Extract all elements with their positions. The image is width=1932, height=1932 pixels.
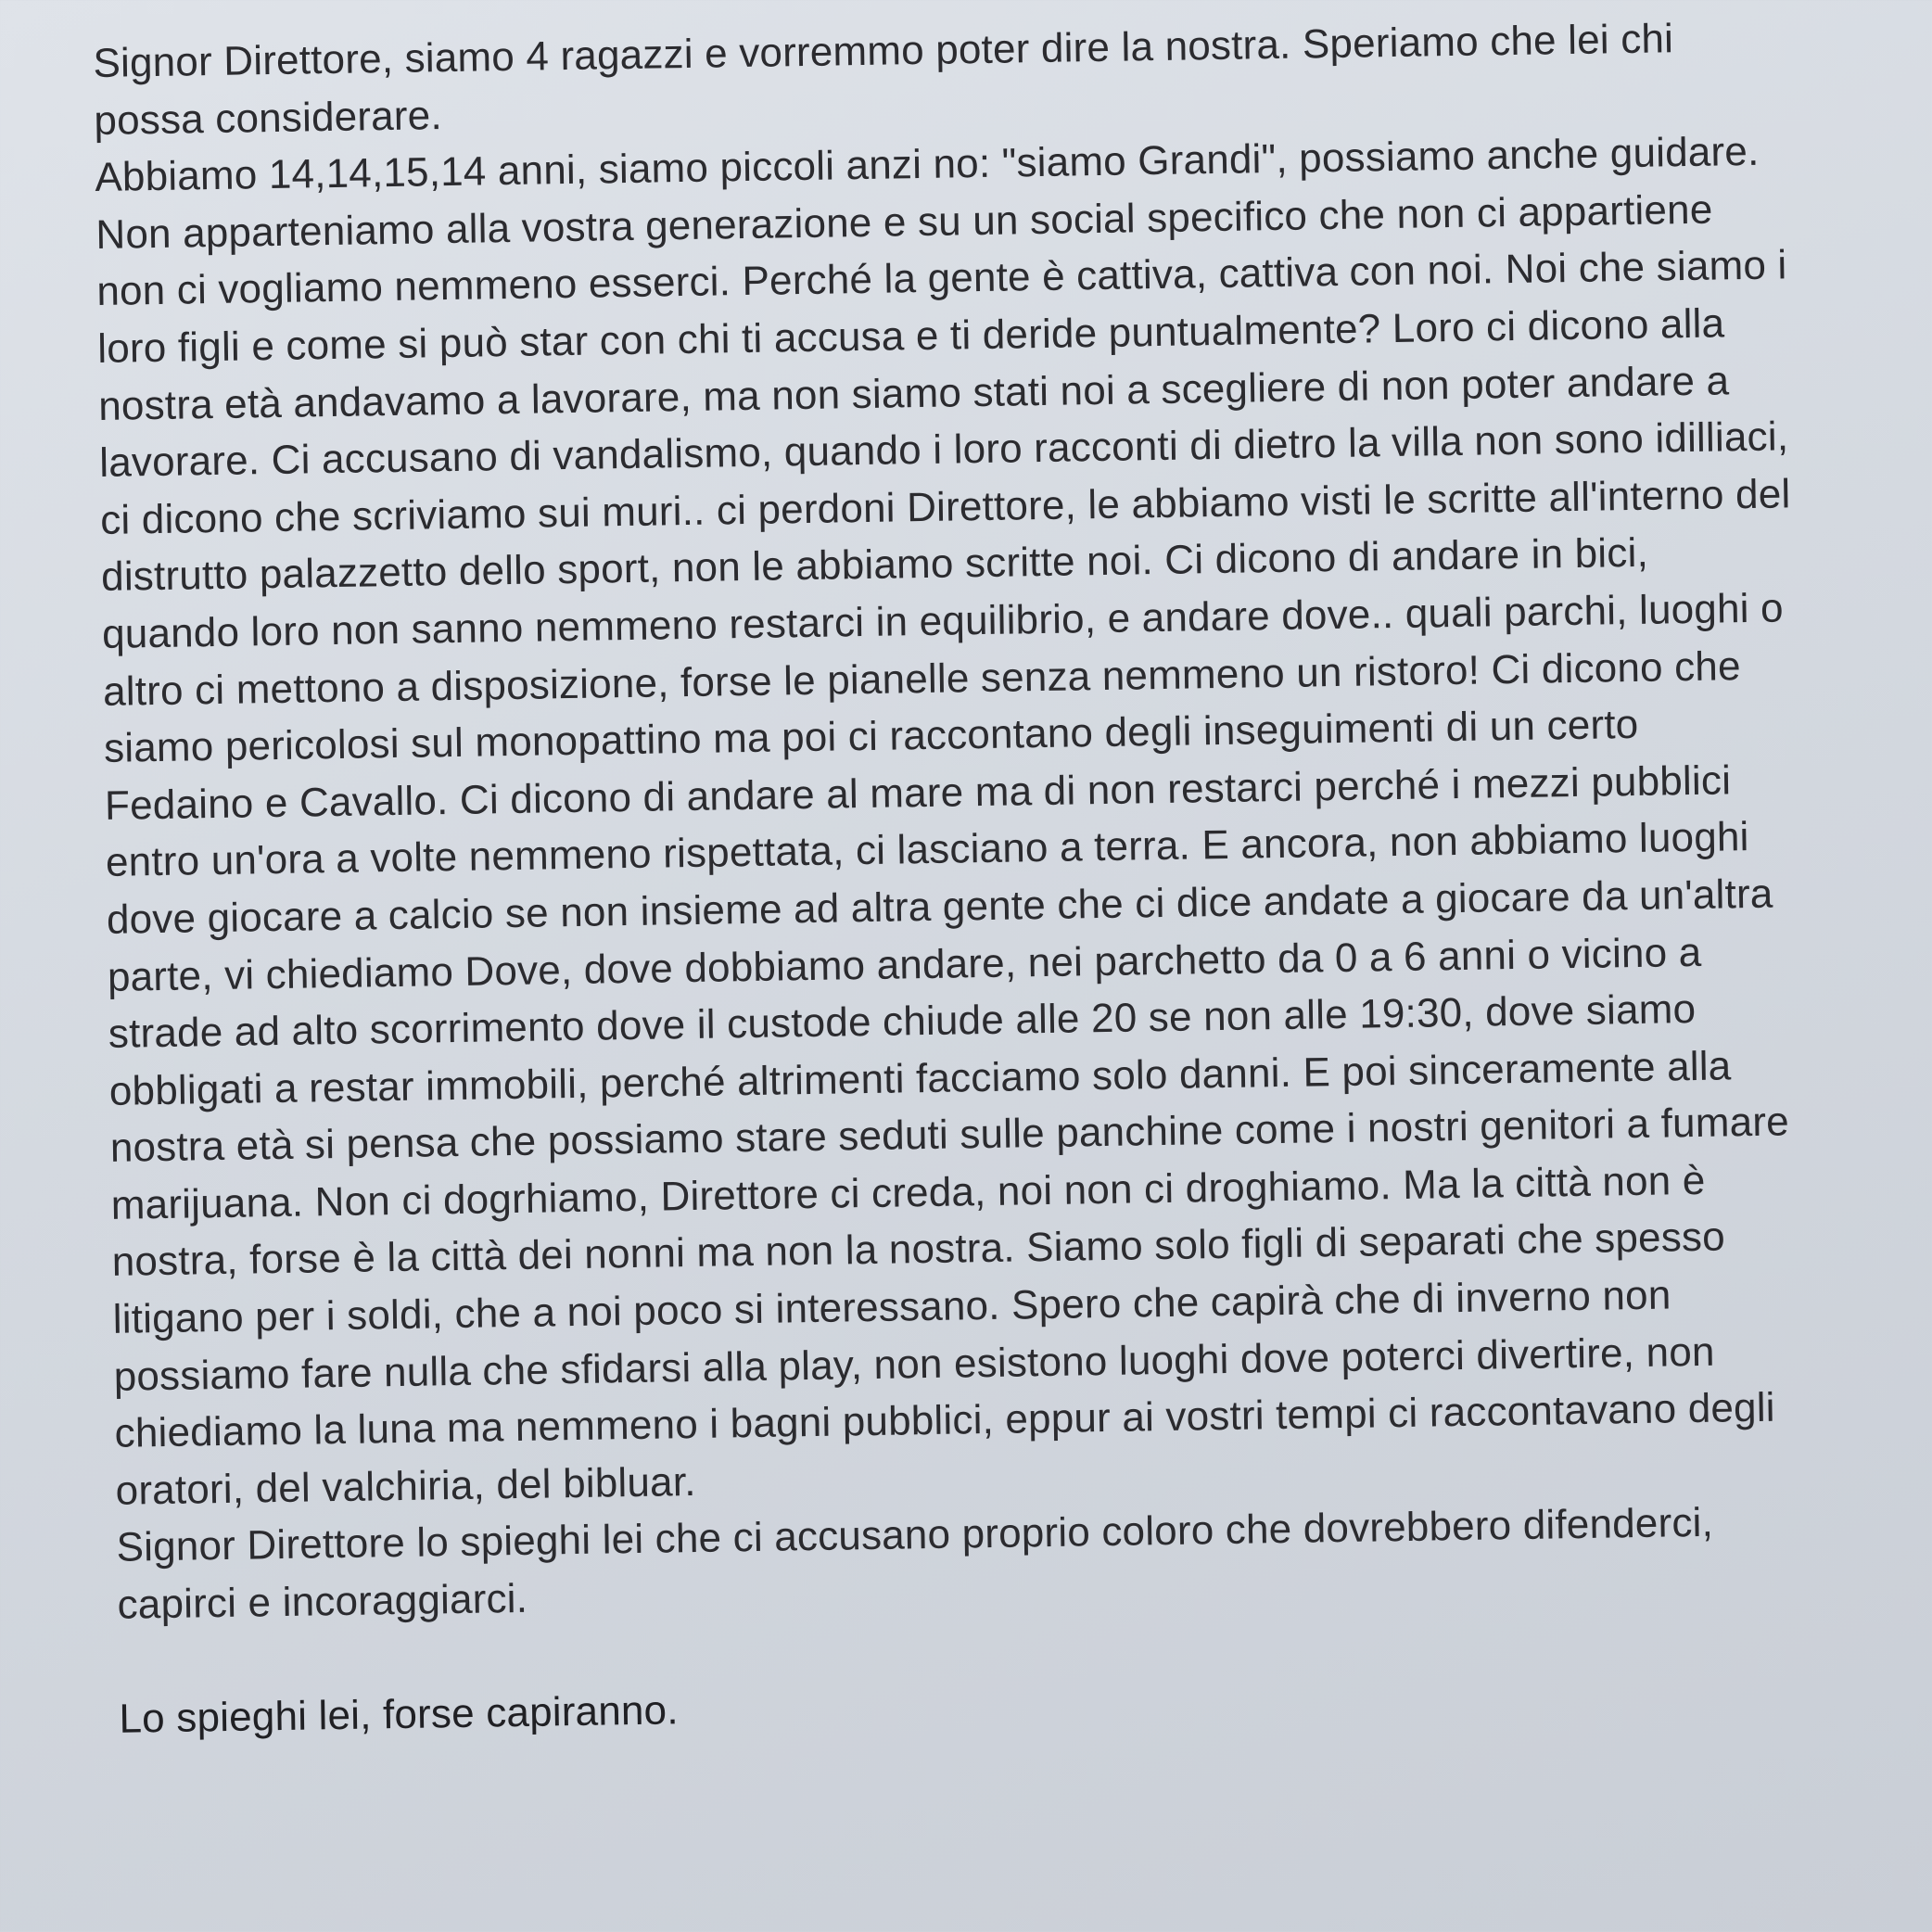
- letter-line: Non apparteniamo alla vostra generazione e su un social specifico che non ci appartiene: [95, 186, 1713, 258]
- letter-closing: Lo spieghi lei, forse capiranno.: [119, 1687, 680, 1742]
- letter-line: loro figli e come si può star con chi ti accusa e ti deride puntualmente? Loro ci dicono alla: [96, 300, 1725, 372]
- letter-line: altro ci mettono a disposizione, forse le pianelle senza nemmeno un ristoro! Ci dicono che: [102, 642, 1742, 715]
- letter-line: capirci e incoraggiarci.: [117, 1575, 528, 1628]
- letter-line: nostra età andavamo a lavorare, ma non siamo stati noi a scegliere di non poter andare a: [97, 357, 1730, 429]
- letter-line: chiediamo la luna ma nemmeno i bagni pubblici, eppur ai vostri tempi ci raccontavano degli: [114, 1384, 1776, 1457]
- letter-line: siamo pericolosi sul monopattino ma poi ci raccontano degli inseguimenti di un certo: [103, 702, 1639, 772]
- letter-line: possa considerare.: [94, 92, 443, 144]
- letter-line: litigano per i soldi, che a noi poco si interessano. Spero che capirà che di inverno non: [112, 1272, 1671, 1342]
- letter-line: Signor Direttore, siamo 4 ragazzi e vorremmo poter dire la nostra. Speriamo che lei chi: [93, 16, 1674, 86]
- letter-line: Fedaino e Cavallo. Ci dicono di andare al mare ma di non restarci perché i mezzi pubblici: [104, 757, 1732, 829]
- letter-line: Signor Direttore lo spieghi lei che ci accusano proprio coloro che dovrebbero difenderci,: [116, 1500, 1714, 1571]
- letter-line: oratori, del valchiria, del bibluar.: [115, 1458, 696, 1514]
- letter-line: nostra età si pensa che possiamo stare seduti sulle panchine come i nostri genitori a fumare: [109, 1099, 1790, 1172]
- letter-line: nostra, forse è la città dei nonni ma non la nostra. Siamo solo figli di separati che spesso: [111, 1214, 1726, 1286]
- letter-line: dove giocare a calcio se non insieme ad altra gente che ci dice andate a giocare da un'altra: [106, 871, 1773, 943]
- letter-line: obbligati a restar immobili, perché altrimenti facciamo solo danni. E poi sinceramente alla: [108, 1043, 1732, 1114]
- letter-body: [93, 6, 1932, 1748]
- letter-line: distrutto palazzetto dello sport, non le abbiamo scritte noi. Ci dicono di andare in bici,: [100, 530, 1649, 601]
- letter-line: ci dicono che scriviamo sui muri.. ci perdoni Direttore, le abbiamo visti le scritte all'interno del: [99, 471, 1791, 543]
- letter-line: strade ad alto scorrimento dove il custode chiude alle 20 se non alle 19:30, dove siamo: [108, 986, 1697, 1057]
- letter-line: possiamo fare nulla che sfidarsi alla play, non esistono luoghi dove poterci divertire, non: [113, 1328, 1715, 1400]
- letter-line: marijuana. Non ci dogrhiamo, Direttore ci creda, noi non ci droghiamo. Ma la città non è: [110, 1157, 1706, 1228]
- letter-line: non ci vogliamo nemmeno esserci. Perché la gente è cattiva, cattiva con noi. Noi che siamo i: [95, 242, 1787, 315]
- letter-line: parte, vi chiediamo Dove, dove dobbiamo andare, nei parchetto da 0 a 6 anni o vicino a: [107, 929, 1702, 1000]
- letter-line: Abbiamo 14,14,15,14 anni, siamo piccoli anzi no: "siamo Grandi", possiamo anche guidare.: [95, 128, 1760, 201]
- letter-line: quando loro non sanno nemmeno restarci in equilibrio, e andare dove.. quali parchi, luoghi o: [101, 585, 1785, 657]
- letter-line: entro un'ora a volte nemmeno rispettata, ci lasciano a terra. E ancora, non abbiamo luoghi: [105, 814, 1749, 886]
- letter-line: lavorare. Ci accusano di vandalismo, quando i loro racconti di dietro la villa non sono idilliaci,: [98, 413, 1789, 487]
